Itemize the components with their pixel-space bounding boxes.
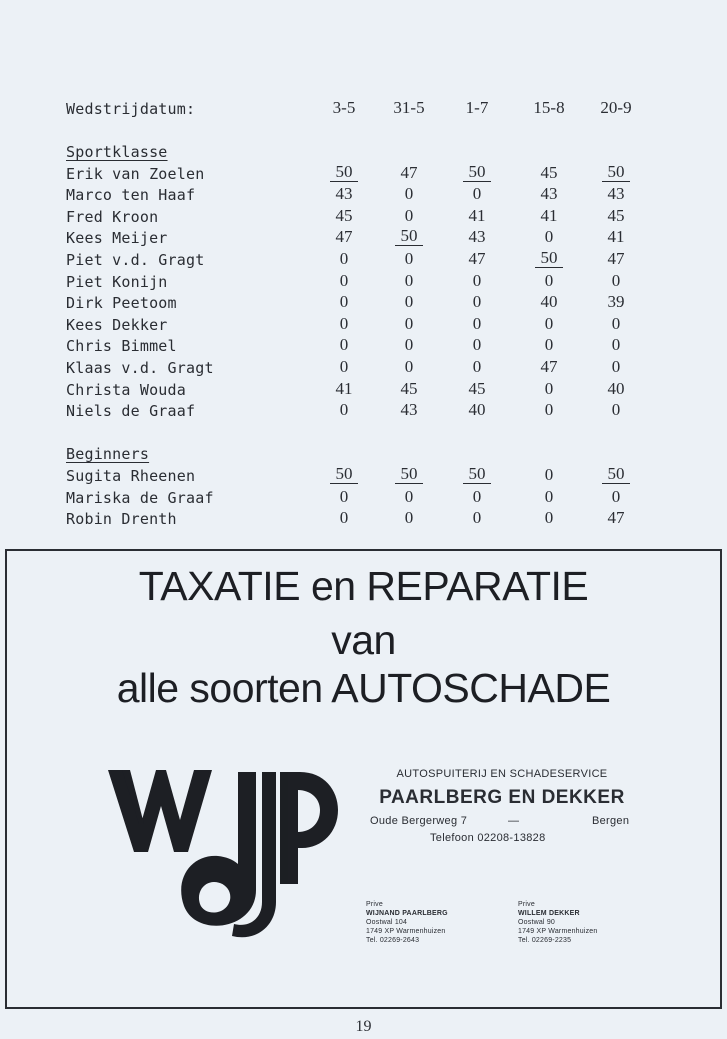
contact-dekker: [518, 900, 598, 945]
score-cell: 0: [544, 465, 554, 484]
score-cell: 0: [544, 378, 554, 398]
contact-tel: Tel. 02269-2235: [518, 937, 572, 944]
score-cell: 0: [544, 313, 554, 333]
section-title: Beginners: [66, 445, 150, 464]
section-title: Sportklasse: [66, 143, 168, 161]
score-cell: 50: [395, 465, 423, 484]
score-cell: 0: [339, 313, 349, 333]
contact-postal: 1749 XP Warmenhuizen: [518, 928, 598, 935]
score-cell: 50: [330, 465, 358, 484]
score-cell: 0: [404, 292, 414, 312]
wdjp-logo: [108, 762, 338, 967]
score-cell: 43: [468, 227, 486, 247]
score-cell: 45: [540, 162, 558, 182]
score-cell: 47: [607, 249, 625, 268]
score-cell: 0: [611, 486, 621, 506]
player-name: Klaas v.d. Gragt: [66, 359, 214, 377]
score-cell: 0: [472, 486, 482, 506]
score-cell: 45: [607, 205, 625, 225]
score-cell: 0: [472, 292, 482, 312]
score-cell: 50: [395, 227, 423, 246]
score-cell: 40: [540, 292, 558, 312]
date-col-4: 15-8: [533, 98, 565, 117]
score-cell: 0: [339, 400, 349, 420]
score-cell: 47: [335, 227, 353, 247]
player-name: Erik van Zoelen: [66, 164, 205, 183]
date-col-3: 1-7: [465, 98, 489, 117]
score-cell: 0: [404, 508, 414, 528]
score-cell: 0: [544, 335, 554, 355]
player-name: Kees Dekker: [66, 315, 168, 334]
score-cell: 41: [540, 205, 558, 225]
company-type: AUTOSPUITERIJ EN SCHADESERVICE: [396, 768, 608, 780]
player-name: Christa Wouda: [66, 380, 186, 399]
contact-tel: Tel. 02269-2643: [366, 937, 420, 944]
contact-street: Oostwal 104: [366, 919, 408, 926]
score-cell: 0: [611, 335, 621, 355]
player-name: Mariska de Graaf: [66, 488, 214, 507]
score-cell: 0: [339, 292, 349, 312]
score-cell: 39: [607, 292, 625, 312]
score-cell: 0: [611, 270, 621, 290]
player-name: Chris Bimmel: [66, 337, 177, 356]
score-cell: 50: [602, 163, 630, 182]
score-cell: 0: [611, 400, 621, 420]
ad-headline-1: TAXATIE en REPARATIE: [138, 563, 589, 609]
score-cell: 47: [607, 508, 625, 528]
score-cell: 50: [602, 465, 630, 484]
score-cell: 45: [335, 205, 353, 225]
score-cell: 0: [544, 270, 554, 290]
contact-label: Prive: [518, 901, 535, 908]
company-city: Bergen: [592, 815, 630, 827]
player-name: Fred Kroon: [66, 207, 159, 226]
score-cell: 41: [335, 378, 353, 398]
score-cell: 0: [472, 508, 482, 528]
score-cell: 40: [607, 378, 625, 398]
score-cell: 0: [472, 270, 482, 290]
score-cell: 0: [339, 508, 349, 528]
date-header-label: Wedstrijdatum:: [66, 100, 196, 118]
score-cell: 0: [404, 335, 414, 355]
player-name: Marco ten Haaf: [66, 186, 196, 205]
player-name: Sugita Rheenen: [66, 467, 196, 485]
player-name: Robin Drenth: [66, 510, 177, 529]
score-cell: 47: [468, 249, 486, 268]
score-cell: 0: [404, 184, 414, 204]
score-cell: 45: [400, 378, 418, 398]
contact-label: Prive: [366, 901, 383, 908]
score-cell: 0: [404, 270, 414, 290]
score-cell: 0: [544, 508, 554, 528]
score-cell: 40: [468, 400, 486, 420]
score-cell: 0: [611, 357, 621, 376]
score-cell: 41: [468, 205, 486, 225]
score-cell: 0: [472, 313, 482, 333]
score-cell: 43: [540, 184, 558, 204]
player-name: Dirk Peetoom: [66, 294, 177, 313]
company-phone: Telefoon 02208-13828: [430, 832, 546, 844]
ad-headline-3: alle soorten AUTOSCHADE: [116, 665, 611, 711]
score-cell: 0: [404, 486, 414, 506]
score-cell: 0: [404, 205, 414, 225]
score-cell: 50: [463, 163, 491, 182]
company-address: Oude Bergerweg 7: [370, 815, 468, 827]
contact-name: WIJNAND PAARLBERG: [366, 910, 448, 917]
address-dash: —: [508, 815, 520, 827]
score-cell: 0: [472, 184, 482, 204]
date-col-1: 3-5: [332, 98, 356, 117]
score-cell: 0: [404, 249, 414, 268]
score-cell: 0: [339, 486, 349, 506]
score-cell: 43: [335, 184, 353, 204]
page-number: 19: [355, 1018, 372, 1035]
score-cell: 43: [607, 184, 625, 204]
player-name: Piet Konijn: [66, 272, 168, 291]
score-cell: 41: [607, 227, 625, 247]
contact-paarlberg: [366, 900, 448, 945]
score-cell: 0: [544, 486, 554, 506]
player-name: Kees Meijer: [66, 229, 168, 248]
score-cell: 0: [472, 335, 482, 355]
score-cell: 0: [472, 357, 482, 376]
score-cell: 43: [400, 400, 418, 420]
company-name: PAARLBERG EN DEKKER: [379, 787, 625, 808]
score-cell: 50: [535, 249, 563, 268]
score-cell: 0: [544, 400, 554, 420]
score-cell: 47: [540, 357, 558, 376]
score-cell: 45: [468, 378, 486, 398]
score-cell: 0: [339, 335, 349, 355]
score-cell: 0: [544, 227, 554, 247]
score-cell: 0: [339, 357, 349, 376]
contact-postal: 1749 XP Warmenhuizen: [366, 928, 446, 935]
score-cell: 50: [463, 465, 491, 484]
score-cell: 0: [611, 313, 621, 333]
wdjp-logo-icon: [108, 762, 338, 962]
contact-name: WILLEM DEKKER: [518, 910, 580, 917]
score-cell: 0: [339, 270, 349, 290]
player-name: Piet v.d. Gragt: [66, 251, 205, 269]
ad-headline-2: van: [331, 617, 396, 663]
contact-street: Oostwal 90: [518, 919, 556, 926]
score-cell: 0: [404, 357, 414, 376]
score-cell: 47: [400, 162, 418, 182]
date-col-2: 31-5: [393, 98, 425, 117]
player-name: Niels de Graaf: [66, 402, 196, 421]
date-col-5: 20-9: [600, 98, 632, 117]
score-cell: 0: [339, 249, 349, 268]
score-cell: 50: [330, 163, 358, 182]
score-cell: 0: [404, 313, 414, 333]
